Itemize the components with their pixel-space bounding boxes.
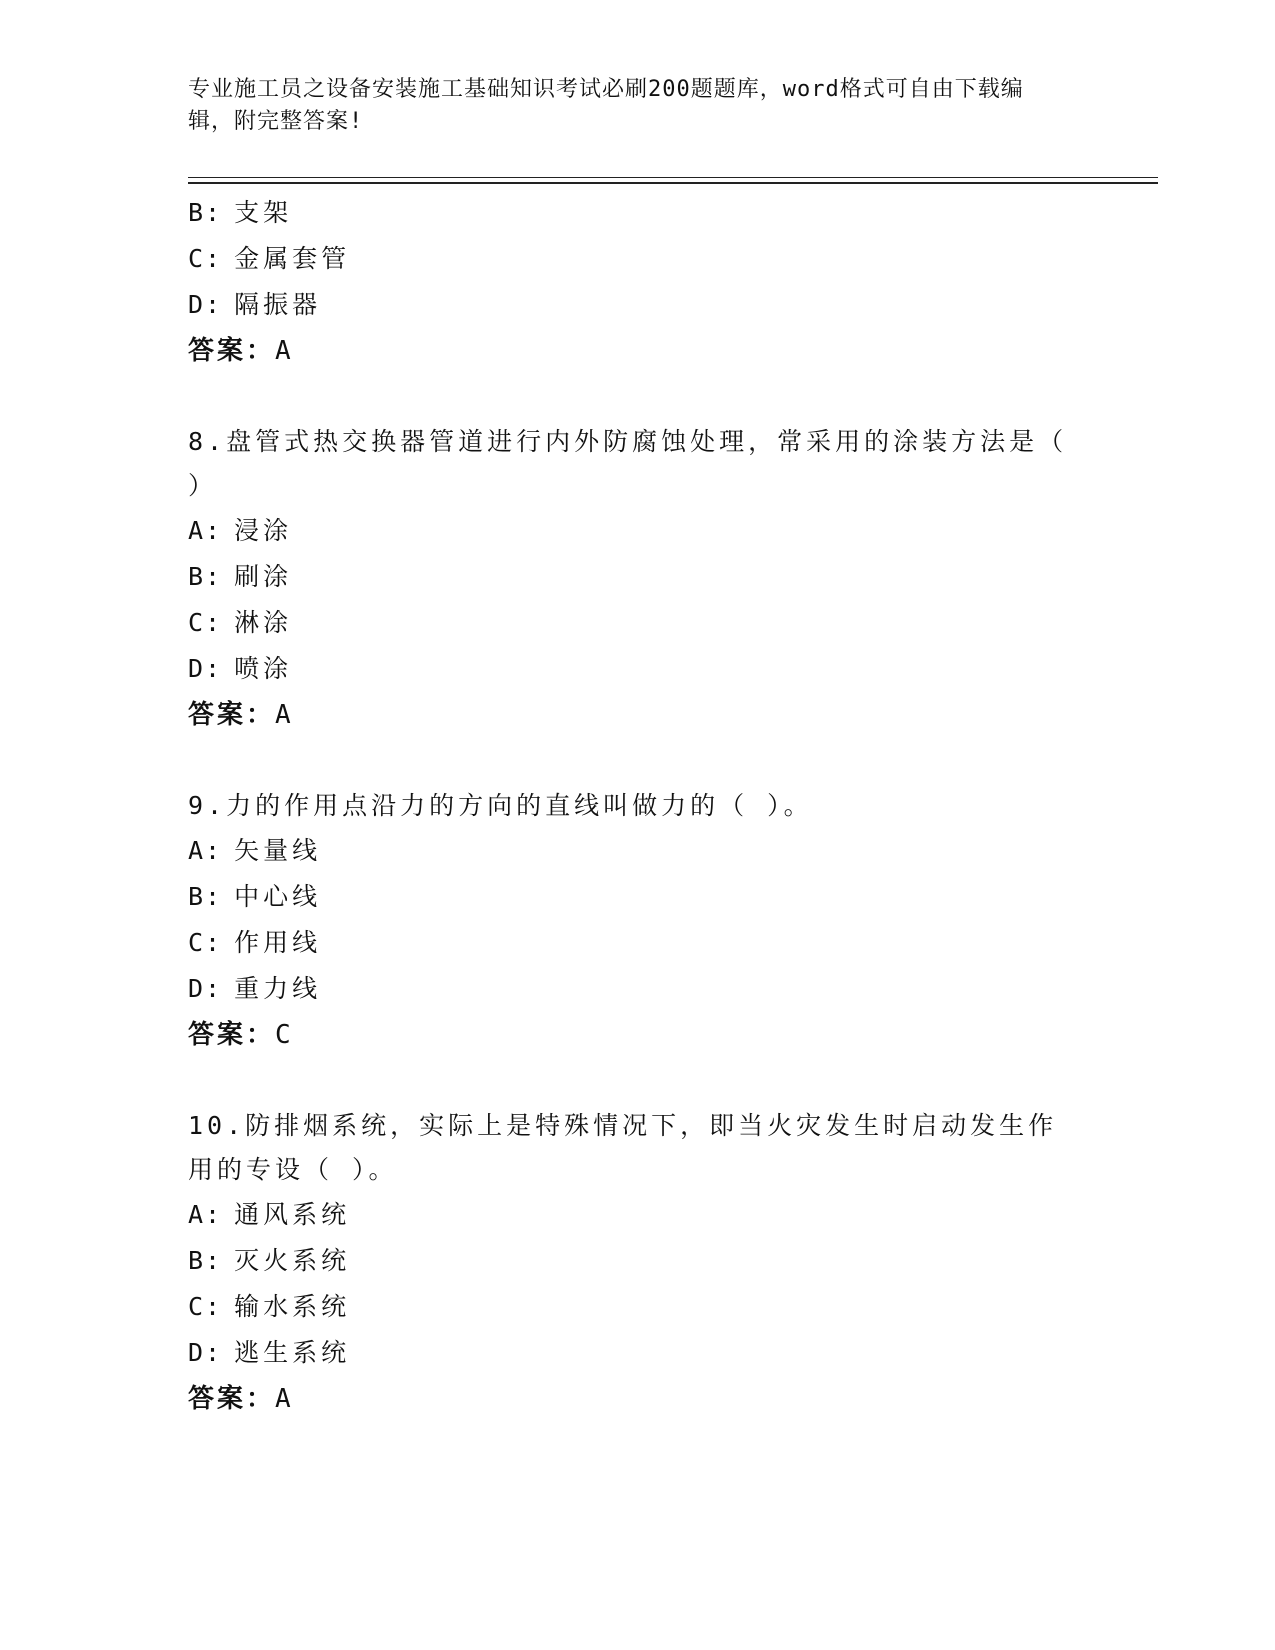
question-text: 10.防排烟系统，实际上是特殊情况下，即当火灾发生时启动发生作用的专设（ ）。 (188, 1111, 1058, 1184)
option-d: D: 重力线 (188, 974, 322, 1003)
option-a: A: 矢量线 (188, 836, 322, 865)
question-list (188, 190, 1068, 1422)
question-8 (188, 420, 1068, 738)
option-a: A: 浸涂 (188, 516, 293, 545)
question-9 (188, 784, 1068, 1058)
option-c: C: 淋涂 (188, 608, 293, 637)
answer: 答案：A (188, 700, 293, 730)
question-10 (188, 1104, 1068, 1422)
option-b: B: 刷涂 (188, 562, 293, 591)
option-b: B: 灭火系统 (188, 1246, 351, 1275)
answer: 答案：C (188, 1020, 293, 1050)
document-header: 专业施工员之设备安装施工基础知识考试必刷200题题库，word格式可自由下载编辑，附完整答案! (188, 77, 1024, 134)
question-7-continuation (188, 190, 1068, 374)
option-a: A: 通风系统 (188, 1200, 351, 1229)
option-b: B: 中心线 (188, 882, 322, 911)
option-c: C: 金属套管 (188, 244, 351, 273)
header-rule-thin (188, 177, 1158, 178)
option-d: D: 逃生系统 (188, 1338, 351, 1367)
option-c: C: 作用线 (188, 928, 322, 957)
header-rule-thick (188, 182, 1158, 184)
question-text: 9.力的作用点沿力的方向的直线叫做力的（ ）。 (188, 791, 813, 820)
option-c: C: 输水系统 (188, 1292, 351, 1321)
option-d: D: 隔振器 (188, 290, 322, 319)
option-b: B: 支架 (188, 198, 293, 227)
option-d: D: 喷涂 (188, 654, 293, 683)
question-text: 8.盘管式热交换器管道进行内外防腐蚀处理，常采用的涂装方法是（ ） (188, 427, 1068, 500)
answer: 答案：A (188, 1384, 293, 1414)
answer: 答案：A (188, 336, 293, 366)
